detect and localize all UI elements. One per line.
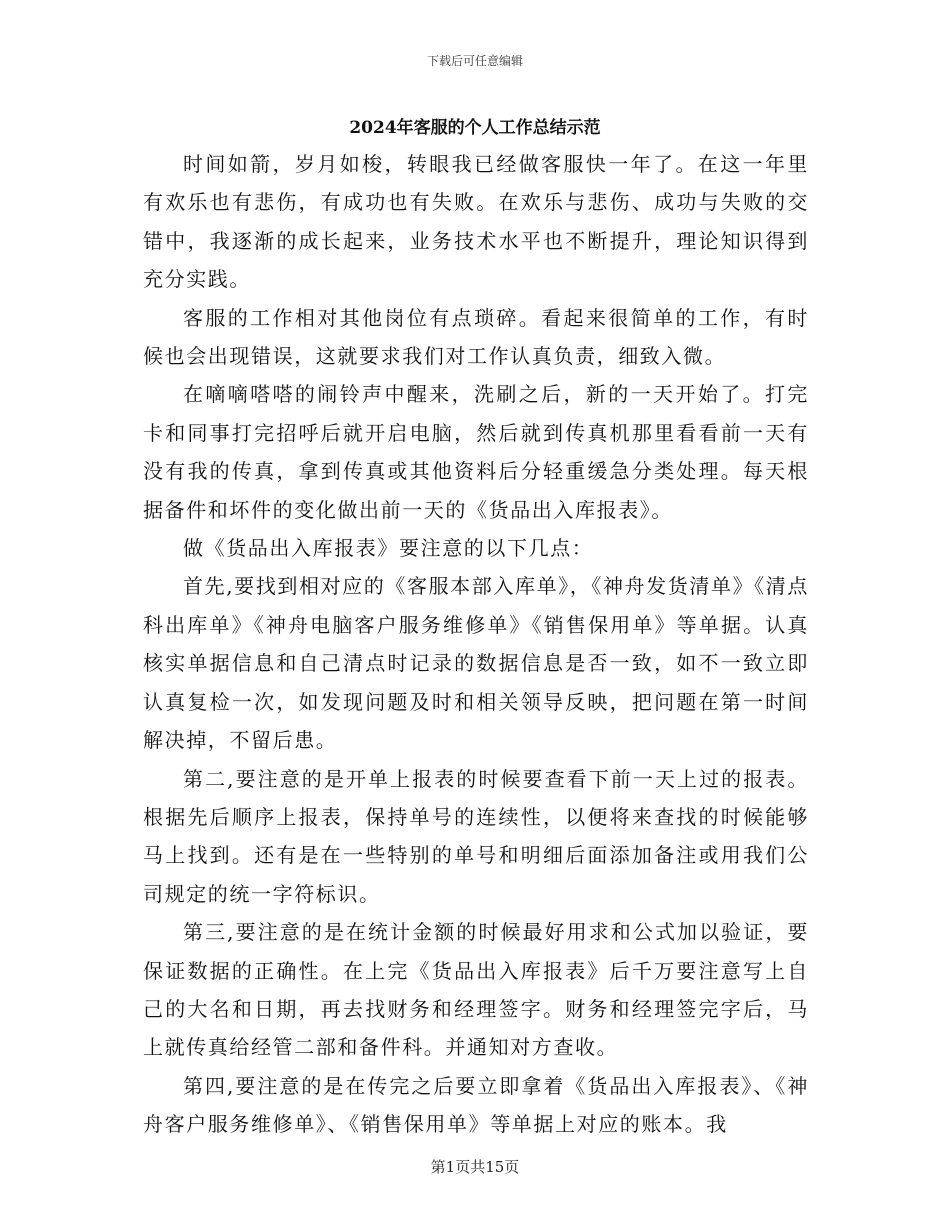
paragraph-intro: 时间如箭，岁月如梭，转眼我已经做客服快一年了。在这一年里有欢乐也有悲伤，有成功也有失败。在欢乐与悲伤、成功与失败的交错中，我逐渐的成长起来，业务技术水平也不断提升，理论知识得到充分实践。 [143, 152, 809, 292]
paragraph-daily-routine: 在嘀嘀嗒嗒的闹铃声中醒来，洗刷之后，新的一天开始了。打完卡和同事打完招呼后就开启电脑，然后就到传真机那里看看前一天有没有我的传真，拿到传真或其他资料后分轻重缓急分类处理。每天根据备件和坏件的变化做出前一天的《货品出入库报表》。 [143, 382, 809, 522]
paragraph-point-first: 首先,要找到相对应的《客服本部入库单》，《神舟发货清单》《清点科出库单》《神舟电脑客户服务维修单》《销售保用单》等单据。认真核实单据信息和自己清点时记录的数据信息是否一致，如不一致立即认真复检一次，如发现问题及时和相关领导反映，把问题在第一时间解决掉，不留后患。 [143, 574, 809, 753]
paragraph-report-points: 做《货品出入库报表》要注意的以下几点： [183, 536, 594, 561]
paragraph-work-nature: 客服的工作相对其他岗位有点琐碎。看起来很简单的工作，有时候也会出现错误，这就要求我们对工作认真负责，细致入微。 [143, 305, 809, 369]
document-title: 2024年客服的个人工作总结示范 [349, 118, 601, 138]
paragraph-point-second: 第二,要注意的是开单上报表的时候要查看下前一天上过的报表。根据先后顺序上报表，保持单号的连续性，以便将来查找的时候能够马上找到。还有是在一些特别的单号和明细后面添加备注或用我们公司规定的统一字符标识。 [143, 766, 809, 906]
paragraph-point-third: 第三,要注意的是在统计金额的时候最好用求和公式加以验证，要保证数据的正确性。在上完《货品出入库报表》后千万要注意写上自己的大名和日期，再去找财务和经理签字。财务和经理签完字后，马上就传真给经管二部和备件科。并通知对方查收。 [143, 920, 809, 1060]
page-header-note: 下载后可任意编辑 [426, 54, 523, 68]
paragraph-point-fourth: 第四,要注意的是在传完之后要立即拿着《货品出入库报表》、《神舟客户服务维修单》、《销售保用单》等单据上对应的账本。我 [143, 1073, 809, 1137]
document-body [143, 145, 809, 1144]
page-number: 第1页共15页 [430, 1158, 520, 1176]
